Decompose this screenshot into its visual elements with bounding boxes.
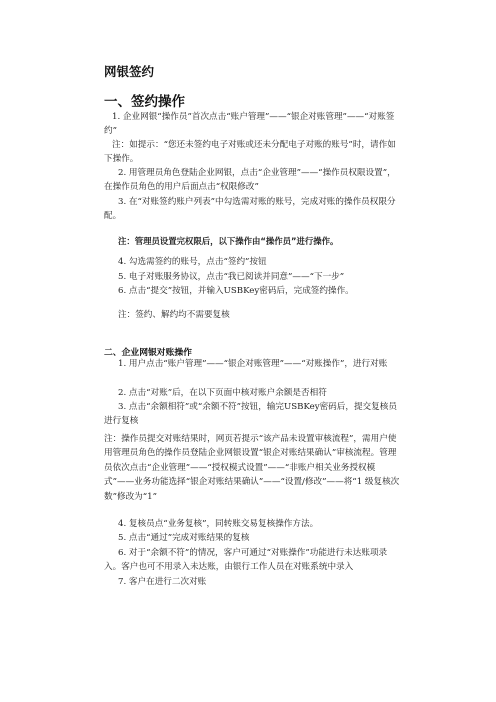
section2-step6: 6. 对于“余额不符”的情况，客户可通过“对账操作”功能进行未达账项录入。客户也可不用录入未达账，由银行工作人员在对账系统中录入: [104, 548, 388, 573]
section1-note2: 注：签约、解约均不需要复核: [118, 310, 230, 320]
section2-heading: 二、企业网银对账操作: [104, 348, 192, 358]
section2-step3: 3. 点击“余额相符”或“余额不符”按钮，输完USBKey密码后，提交复核员进行复核: [104, 402, 397, 427]
section2-step7: 7. 客户在进行二次对账: [118, 577, 207, 587]
section1-step1: 1. 企业网银“操作员”首次点击“账户管理”——“银企对账管理”——“对账签约”: [104, 112, 395, 137]
section2-step5: 5. 点击“通过”完成对账结果的复核: [118, 533, 250, 543]
document-title: 网银签约: [104, 64, 155, 79]
section1-step5: 5. 电子对账服务协议，点击“我已阅读并同意”——“下一步”: [118, 272, 345, 282]
section1-step3: 3. 在“对账签约账户列表”中勾选需对账的账号，完成对账的操作员权限分配。: [104, 197, 396, 222]
section2-step4: 4. 复核员点“业务复核”，同转账交易复核操作方法。: [118, 519, 319, 529]
section1-heading: 一、签约操作: [104, 94, 185, 110]
section2-step1: 1. 用户点击“账户管理”——“银企对账管理”——“对账操作”，进行对账: [118, 359, 388, 369]
section1-step2: 2. 用管理员角色登陆企业网银，点击“企业管理”——“操作员权限设置”，在操作员角色的用户后面点击“权限修改”: [104, 168, 396, 193]
section2-step2: 2. 点击“对账”后，在以下页面中核对账户余额是否相符: [118, 388, 327, 398]
section2-note: 注：操作员提交对账结果时，网页若提示“该产品未设置审核流程”，需用户使用管理员角色的操作员登陆企业网银设置“银企对账结果确认”审核流程。管理员依次点击“企业管理”——“授权模式设置”——“非账户相关业务授权模式”——业务功能选择“银企对账结果确认”——“设置/修改”——将“1 级复核次数”修改为“1”: [104, 434, 400, 502]
section1-note1: 注：如提示：“您还未签约电子对账或还未分配电子对账的账号”时，请作如下操作。: [104, 140, 396, 165]
section1-bold-note: 注：管理员设置完权限后，以下操作由“操作员”进行操作。: [118, 236, 339, 246]
section1-step4: 4. 勾选需签约的账号，点击“签约”按钮: [118, 257, 267, 267]
section1-step6: 6. 点击“提交”按钮，并输入USBKey密码后，完成签约操作。: [118, 286, 354, 296]
